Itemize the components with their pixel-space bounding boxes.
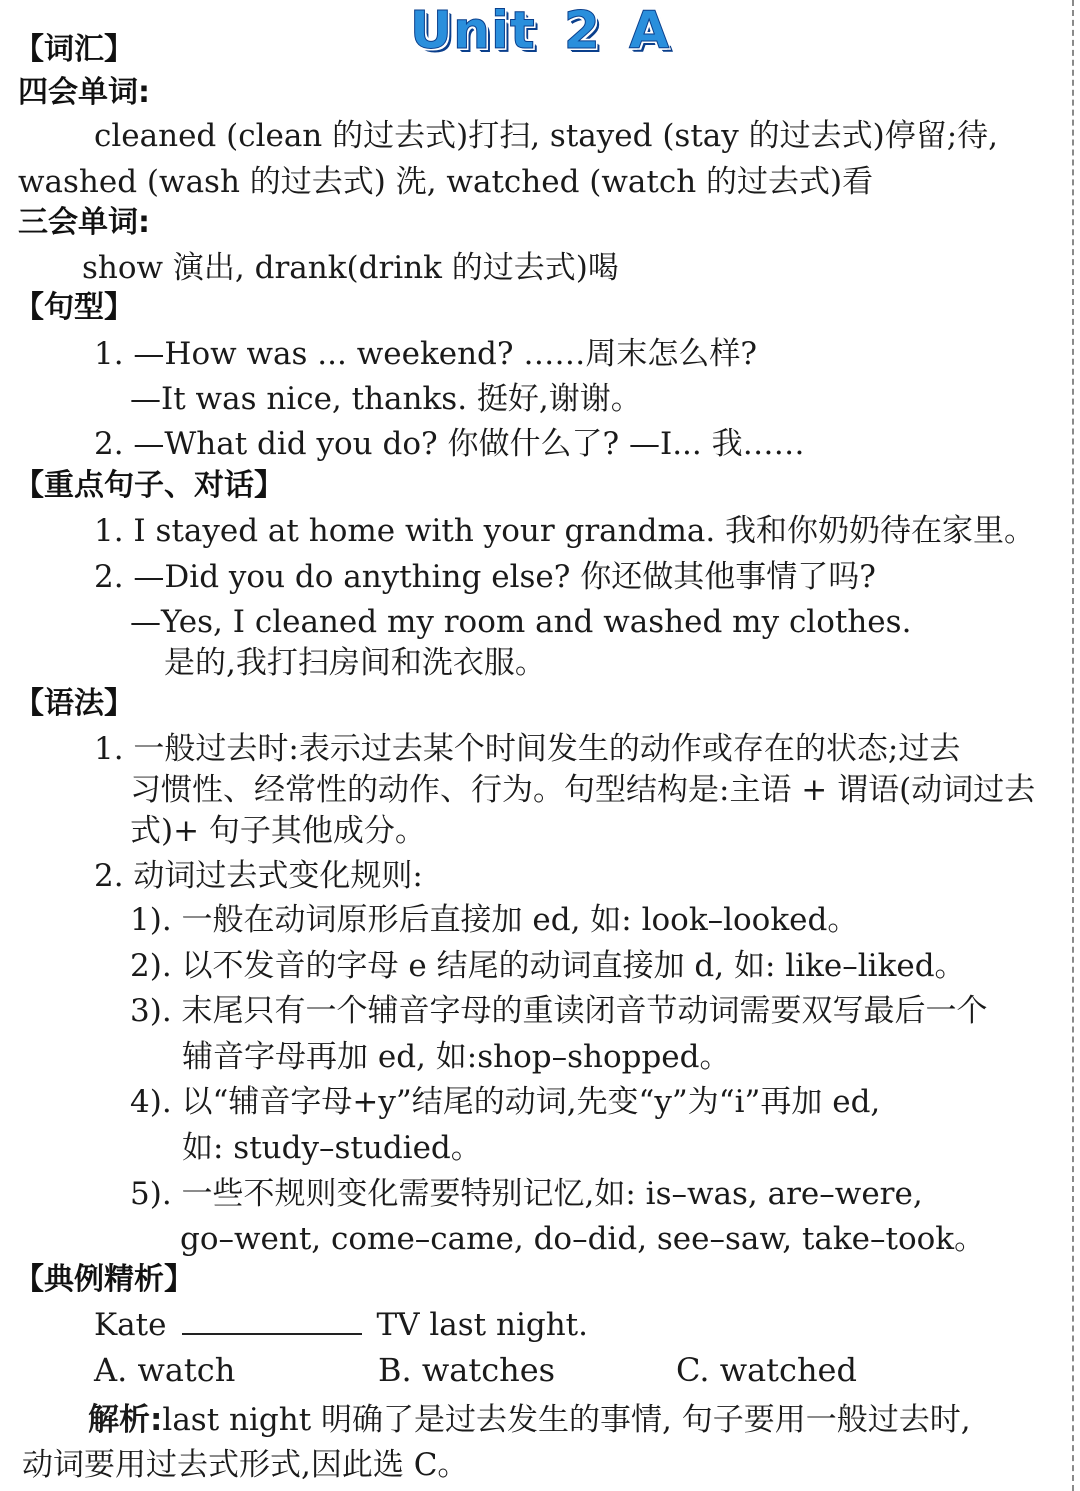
option-c: C. watched xyxy=(676,1351,857,1389)
title-word-unit: Unit xyxy=(409,1,536,61)
title-word-letter: A xyxy=(628,1,671,61)
analysis-text-1: last night 明确了是过去发生的事情, 句子要用一般过去时, xyxy=(162,1402,971,1438)
grammar-heading: 【语法】 xyxy=(14,686,134,721)
vocab-heading: 【词汇】 xyxy=(14,32,134,67)
four-skill-line-2: washed (wash 的过去式) 洗, watched (watch 的过去式)看 xyxy=(18,164,874,200)
key-sentence-line-2: 2. —Did you do anything else? 你还做其他事情了吗? xyxy=(94,559,876,595)
three-skill-label: 三会单词: xyxy=(18,205,150,240)
example-question-after: TV last night. xyxy=(376,1307,588,1343)
key-sentence-line-3: —Yes, I cleaned my room and washed my clothes. xyxy=(130,604,912,640)
title-word-number: 2 xyxy=(563,1,601,61)
example-heading: 【典例精析】 xyxy=(14,1262,194,1297)
patterns-heading: 【句型】 xyxy=(14,290,134,325)
grammar-line-1: 1. 一般过去时:表示过去某个时间发生的动作或存在的状态;过去 xyxy=(94,731,961,767)
answer-blank xyxy=(182,1305,362,1335)
analysis-label: 解析: xyxy=(88,1402,163,1438)
grammar-rule-5: 5). 一些不规则变化需要特别记忆,如: is–was, are–were, xyxy=(130,1176,923,1212)
grammar-rule-2: 2). 以不发音的字母 e 结尾的动词直接加 d, 如: like–liked。 xyxy=(130,948,966,984)
pattern-line-1: 1. —How was ... weekend? ……周末怎么样? xyxy=(94,336,757,372)
page-border xyxy=(1072,0,1074,1491)
analysis-line-1 xyxy=(88,1400,971,1440)
pattern-line-2: —It was nice, thanks. 挺好,谢谢。 xyxy=(130,381,642,417)
grammar-rule-1: 1). 一般在动词原形后直接加 ed, 如: look–looked。 xyxy=(130,902,859,938)
grammar-rule-3-cont: 辅音字母再加 ed, 如:shop–shopped。 xyxy=(182,1039,731,1075)
grammar-rule-4-cont: 如: study–studied。 xyxy=(182,1130,482,1166)
grammar-line-2: 习惯性、经常性的动作、行为。句型结构是:主语 + 谓语(动词过去 xyxy=(130,772,1036,808)
page-title xyxy=(0,2,1080,60)
key-sentences-heading: 【重点句子、对话】 xyxy=(14,468,284,503)
option-b: B. watches xyxy=(378,1351,556,1389)
three-skill-line-1: show 演出, drank(drink 的过去式)喝 xyxy=(82,250,619,286)
grammar-rule-4: 4). 以“辅音字母+y”结尾的动词,先变“y”为“i”再加 ed, xyxy=(130,1084,881,1120)
example-question-before: Kate xyxy=(94,1307,167,1343)
analysis-line-2: 动词要用过去式形式,因此选 C。 xyxy=(22,1447,469,1483)
four-skill-line-1: cleaned (clean 的过去式)打扫, stayed (stay 的过去式)停留;待, xyxy=(94,118,999,154)
grammar-rule-5-cont: go–went, come–came, do–did, see–saw, take–took。 xyxy=(180,1221,986,1257)
key-sentence-line-4: 是的,我打扫房间和洗衣服。 xyxy=(164,645,546,681)
four-skill-label: 四会单词: xyxy=(18,75,150,110)
example-question xyxy=(94,1305,588,1345)
grammar-rule-3: 3). 末尾只有一个辅音字母的重读闭音节动词需要双写最后一个 xyxy=(130,993,988,1029)
grammar-line-3: 式)+ 句子其他成分。 xyxy=(130,813,426,849)
key-sentence-line-1: 1. I stayed at home with your grandma. 我和你奶奶待在家里。 xyxy=(94,513,1036,549)
option-a: A. watch xyxy=(94,1351,236,1389)
grammar-line-4: 2. 动词过去式变化规则: xyxy=(94,858,423,894)
pattern-line-3: 2. —What did you do? 你做什么了? —I... 我…… xyxy=(94,426,805,462)
